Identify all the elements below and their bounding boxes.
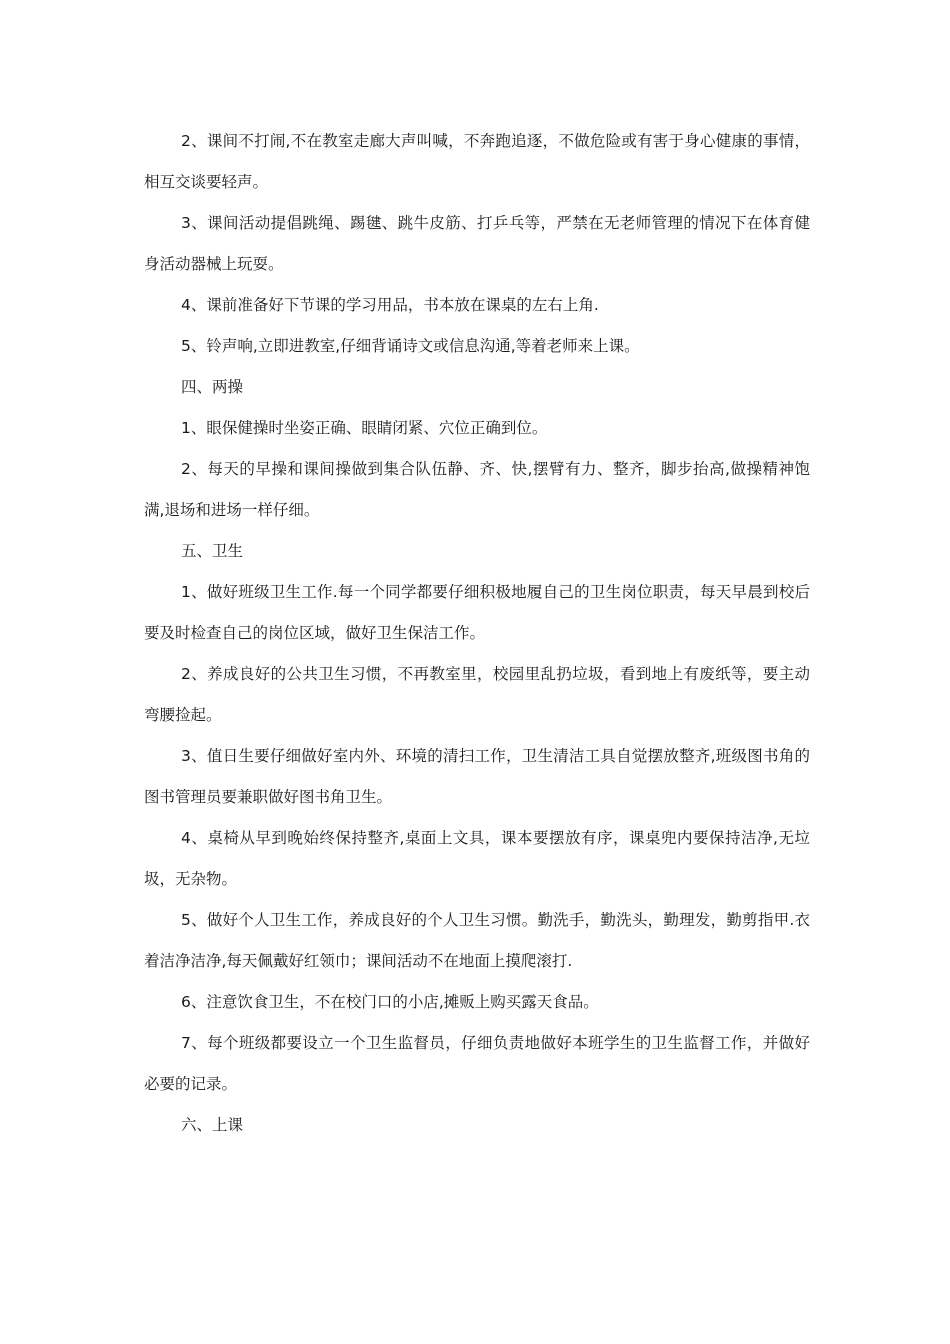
paragraph: 7、每个班级都要设立一个卫生监督员，仔细负责地做好本班学生的卫生监督工作，并做好必要的记录。 [144, 1034, 810, 1093]
paragraph: 1、眼保健操时坐姿正确、眼睛闭紧、穴位正确到位。 [181, 419, 548, 437]
paragraph: 1、做好班级卫生工作.每一个同学都要仔细积极地履自己的卫生岗位职责，每天早晨到校后要及时检查自己的岗位区域，做好卫生保洁工作。 [144, 583, 810, 642]
paragraph: 5、铃声响,立即进教室,仔细背诵诗文或信息沟通,等着老师来上课。 [181, 337, 640, 355]
paragraph: 3、课间活动提倡跳绳、踢毽、跳牛皮筋、打乒乓等，严禁在无老师管理的情况下在体育健身活动器械上玩耍。 [144, 214, 810, 273]
section-heading: 五、卫生 [181, 542, 244, 560]
paragraph: 3、值日生要仔细做好室内外、环境的清扫工作，卫生清洁工具自觉摆放整齐,班级图书角的图书管理员要兼职做好图书角卫生。 [144, 747, 810, 806]
section-heading: 四、两操 [181, 378, 244, 396]
paragraph: 2、养成良好的公共卫生习惯，不再教室里，校园里乱扔垃圾，看到地上有废纸等，要主动弯腰捡起。 [144, 665, 810, 724]
paragraph: 6、注意饮食卫生，不在校门口的小店,摊贩上购买露天食品。 [181, 993, 599, 1011]
paragraph: 4、课前准备好下节课的学习用品，书本放在课桌的左右上角. [181, 296, 599, 314]
paragraph: 5、做好个人卫生工作，养成良好的个人卫生习惯。勤洗手，勤洗头，勤理发，勤剪指甲.衣着洁净洁净,每天佩戴好红领巾；课间活动不在地面上摸爬滚打. [144, 911, 810, 970]
paragraph: 4、桌椅从早到晚始终保持整齐,桌面上文具，课本要摆放有序，课桌兜内要保持洁净,无垃圾，无杂物。 [144, 829, 810, 888]
paragraph: 2、每天的早操和课间操做到集合队伍静、齐、快,摆臂有力、整齐，脚步抬高,做操精神饱满,退场和进场一样仔细。 [144, 460, 810, 519]
document-body [144, 121, 810, 1146]
paragraph: 2、课间不打闹,不在教室走廊大声叫喊，不奔跑追逐，不做危险或有害于身心健康的事情，相互交谈要轻声。 [144, 132, 810, 191]
section-heading: 六、上课 [181, 1116, 244, 1134]
